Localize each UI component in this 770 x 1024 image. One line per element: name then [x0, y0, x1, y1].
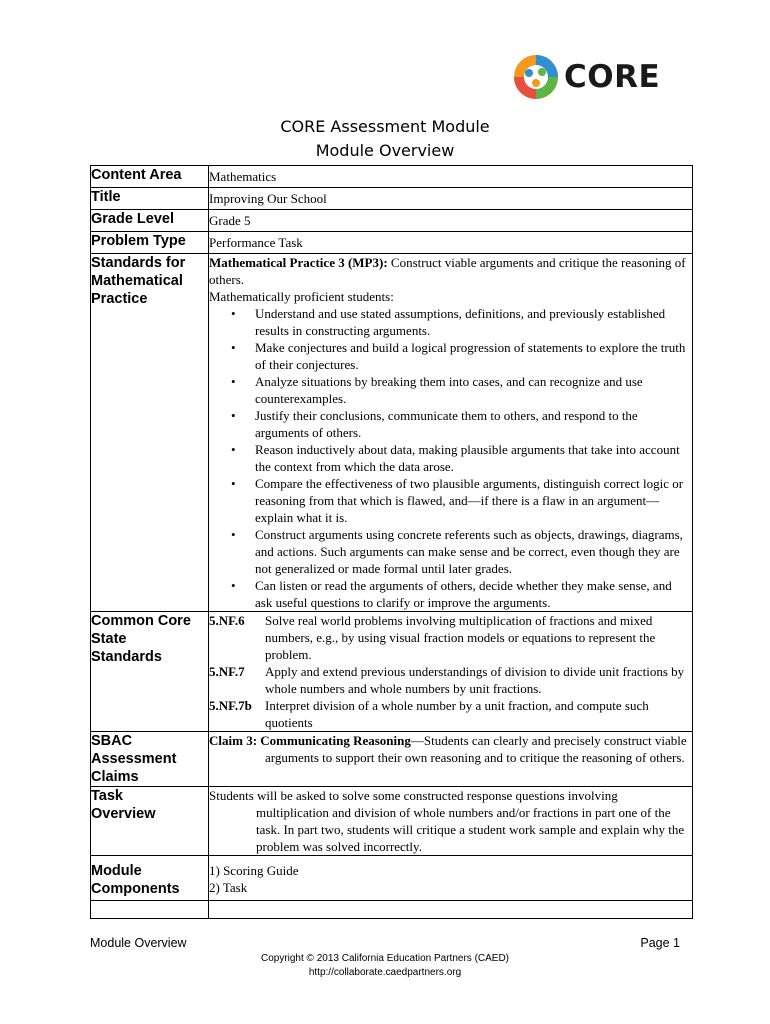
component-item: 1) Scoring Guide	[209, 863, 299, 878]
footer-url: http://collaborate.caedpartners.org	[308, 967, 462, 978]
standard-text: Interpret division of a whole number by a unit fraction, and compute such quotients	[265, 698, 649, 730]
standard-code: 5.NF.6	[209, 613, 245, 628]
row-standards-math-practice	[91, 254, 693, 612]
value-module-components	[209, 856, 693, 901]
value-content-area: Mathematics	[209, 166, 693, 188]
row-sbac-claims	[91, 732, 693, 787]
row-empty	[91, 901, 693, 919]
label-line: Claims	[91, 769, 139, 785]
standard-item	[209, 697, 692, 731]
value-common-core	[209, 612, 693, 732]
standard-text: Apply and extend previous understandings of division to divide unit fractions by whole numbers and whole numbers by unit fractions.	[265, 664, 685, 696]
standard-item	[209, 612, 692, 663]
page-subtitle: Module Overview	[315, 141, 455, 160]
value-sbac-claims	[209, 732, 693, 787]
core-logo-text: CORE	[564, 59, 661, 95]
label-line: Task	[91, 788, 123, 804]
mp3-bullet-list	[209, 305, 692, 611]
standard-code: 5.NF.7b	[209, 698, 252, 713]
label-line: Standards	[91, 649, 162, 665]
component-item: 2) Task	[209, 880, 248, 895]
value-problem-type: Performance Task	[209, 232, 693, 254]
label-line: Mathematical	[91, 273, 183, 289]
value-task-overview	[209, 787, 693, 856]
core-logo	[512, 52, 660, 102]
label-grade-level: Grade Level	[91, 210, 209, 232]
row-content-area	[91, 166, 693, 188]
label-problem-type: Problem Type	[91, 232, 209, 254]
label-line: Standards for	[91, 255, 186, 271]
value-standards-math-practice	[209, 254, 693, 612]
module-overview-table	[90, 165, 693, 919]
row-title	[91, 188, 693, 210]
mp3-title: Mathematical Practice 3 (MP3):	[209, 255, 388, 270]
standard-text: Solve real world problems involving multiplication of fractions and mixed numbers, e.g., by using visual fraction models or equations to represent the problem.	[265, 613, 656, 662]
label-line: Overview	[91, 806, 156, 822]
value-title: Improving Our School	[209, 188, 693, 210]
empty-cell	[209, 901, 693, 919]
claim-text: —Students can clearly and precisely construct viable arguments to support their own reasoning and to critique the reasoning of others.	[265, 733, 687, 765]
list-item: • Compare the effectiveness of two plausible arguments, distinguish correct logic or reasoning from that which is flawed, and—if there is a flaw in an argument—explain what it is.	[255, 475, 692, 526]
claim-title: Claim 3: Communicating Reasoning	[209, 733, 411, 748]
mp3-text: Construct viable arguments and critique the reasoning of others.	[209, 255, 686, 287]
list-item: • Construct arguments using concrete referents such as objects, drawings, diagrams, and actions. Such arguments can make sense and be correct, even though they are not generalized or made formal until later grades.	[255, 526, 692, 577]
list-item: • Understand and use stated assumptions, definitions, and previously established results in constructing arguments.	[255, 305, 692, 339]
row-problem-type	[91, 232, 693, 254]
list-item: • Justify their conclusions, communicate them to others, and respond to the arguments of others.	[255, 407, 692, 441]
standard-code: 5.NF.7	[209, 664, 245, 679]
core-logo-icon	[512, 53, 560, 101]
label-standards-math-practice	[91, 254, 209, 612]
claim-statement	[209, 732, 692, 766]
mp3-intro: Mathematically proficient students:	[209, 289, 394, 304]
standard-item	[209, 663, 692, 697]
list-item: • Can listen or read the arguments of others, decide whether they make sense, and ask useful questions to clarify or improve the arguments.	[255, 577, 692, 611]
row-module-components	[91, 856, 693, 901]
list-item: • Reason inductively about data, making plausible arguments that take into account the context from which the data arose.	[255, 441, 692, 475]
footer-copyright: Copyright © 2013 California Education Partners (CAED)	[260, 953, 510, 964]
label-task-overview	[91, 787, 209, 856]
value-grade-level: Grade 5	[209, 210, 693, 232]
row-common-core	[91, 612, 693, 732]
row-task-overview	[91, 787, 693, 856]
label-line: Components	[91, 881, 180, 897]
label-line: Module	[91, 863, 142, 879]
label-module-components	[91, 856, 209, 901]
task-overview-text: Students will be asked to solve some constructed response questions involving multiplication and division of whole numbers and/or fractions in part one of the task. In part two, students will critique a student work sample and explain why the problem was solved incorrectly.	[209, 788, 685, 854]
list-item: • Make conjectures and build a logical progression of statements to explore the truth of their conjectures.	[255, 339, 692, 373]
label-line: SBAC	[91, 733, 133, 749]
page-title: CORE Assessment Module	[280, 117, 490, 136]
label-content-area: Content Area	[91, 166, 209, 188]
label-sbac-claims	[91, 732, 209, 787]
label-common-core	[91, 612, 209, 732]
footer-module-label: Module Overview	[90, 936, 187, 950]
mp3-statement	[209, 254, 692, 288]
footer-page-number: Page 1	[640, 936, 680, 950]
label-line: State	[91, 631, 127, 647]
empty-cell	[91, 901, 209, 919]
row-grade-level	[91, 210, 693, 232]
label-line: Assessment	[91, 751, 177, 767]
label-line: Practice	[91, 291, 148, 307]
list-item: • Analyze situations by breaking them into cases, and can recognize and use counterexamples.	[255, 373, 692, 407]
label-title: Title	[91, 188, 209, 210]
label-line: Common Core	[91, 613, 191, 629]
